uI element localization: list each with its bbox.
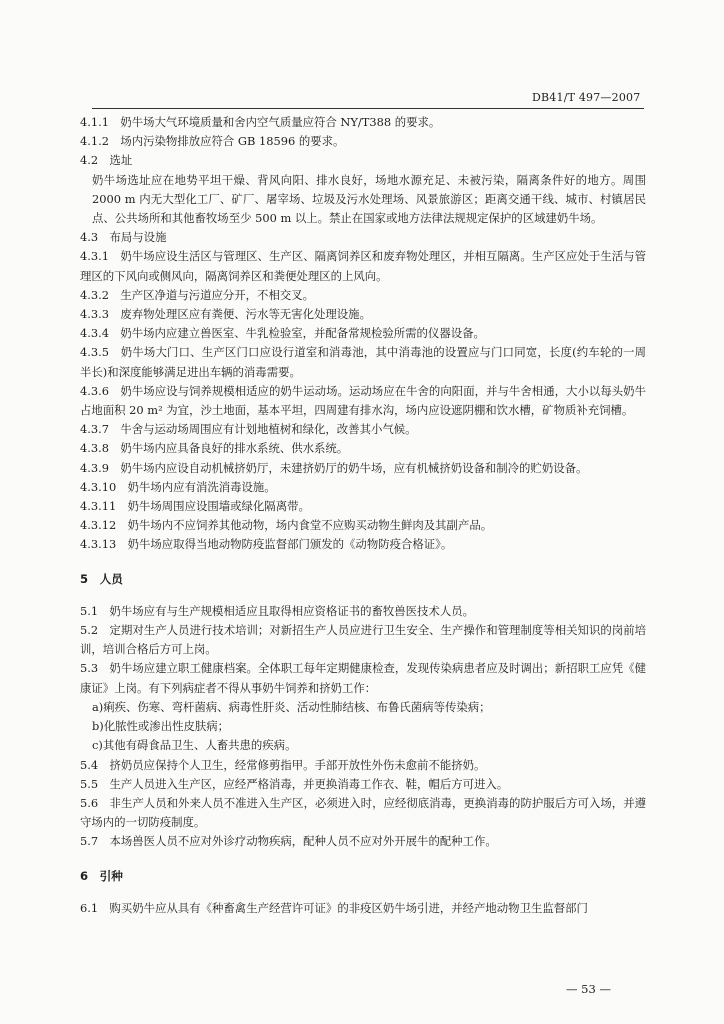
list-item-a: a)痢疾、伤寒、弯杆菌病、病毒性肝炎、活动性肺结核、布鲁氏菌病等传染病； — [92, 699, 491, 714]
clause-4-2-text: 奶牛场选址应在地势平坦干燥、背风向阳、排水良好，场地水源充足、未被污染，隔离条件好的地方。周围 2000 m 内无大型化工厂、矿厂、屠宰场、垃圾及污水处理场、风景旅游区；距离交通干线、城市、村镇居民点、公共场所和其他畜牧场至少 500 m 以上。禁止在国家或地方法律法规规定保护的区域建奶牛场。 — [92, 172, 646, 226]
clause-4-3-heading: 4.3 布局与设施 — [80, 230, 167, 245]
clause-4-3-1: 4.3.1 奶牛场应设生活区与管理区、生产区、隔离饲养区和废弃物处理区，并相互隔离。生产区应处于生活与管理区的下风向或侧风向，隔离饲养区和粪便处理区的上风向。 — [80, 249, 646, 283]
clause-4-2-heading: 4.2 选址 — [80, 153, 133, 168]
clause-5-3: 5.3 奶牛场应建立职工健康档案。全体职工每年定期健康检查，发现传染病患者应及时调出；新招职工应凭《健康证》上岗。有下列病症者不得从事奶牛饲养和挤奶工作： — [80, 661, 646, 695]
clause-4-3-12: 4.3.12 奶牛场内不应饲养其他动物，场内食堂不应购买动物生鲜肉及其副产品。 — [80, 518, 493, 533]
clause-4-3-9: 4.3.9 奶牛场内应设自动机械挤奶厅，未建挤奶厅的奶牛场，应有机械挤奶设备和制冷的贮奶设备。 — [80, 460, 588, 475]
clause-4-1-2: 4.1.2 场内污染物排放应符合 GB 18596 的要求。 — [80, 134, 345, 149]
clause-5-1: 5.1 奶牛场应有与生产规模相适应且取得相应资格证书的畜牧兽医技术人员。 — [80, 603, 475, 618]
clause-4-3-6: 4.3.6 奶牛场应设与饲养规模相适应的奶牛运动场。运动场应在牛舍的向阳面，并与牛舍相通，大小以每头奶牛占地面积 20 m² 为宜，沙土地面，基本平坦，四周建有排水沟，场内应设遮阴棚和饮水槽，矿物质补充饲槽。 — [80, 383, 646, 418]
clause-4-3-2: 4.3.2 生产区净道与污道应分开，不相交叉。 — [80, 287, 315, 302]
document-body — [80, 113, 646, 918]
page-number: — 53 — — [566, 982, 611, 996]
clause-5-6: 5.6 非生产人员和外来人员不准进入生产区，必须进入时，应经彻底消毒，更换消毒的防护服后方可入场，并遵守场内的一切防疫制度。 — [80, 795, 646, 830]
clause-5-7: 5.7 本场兽医人员不应对外诊疗动物疾病，配种人员不应对外开展牛的配种工作。 — [80, 834, 497, 849]
section-5-heading: 5 人员 — [80, 571, 123, 586]
clause-5-4: 5.4 挤奶员应保持个人卫生，经常修剪指甲。手部开放性外伤未愈前不能挤奶。 — [80, 757, 486, 772]
clause-4-3-5: 4.3.5 奶牛场大门口、生产区门口应设行道室和消毒池，其中消毒池的设置应与门口同宽，长度(约车轮的一周半长)和深度能够满足进出车辆的消毒需要。 — [80, 345, 646, 379]
clause-4-3-10: 4.3.10 奶牛场内应有消洗消毒设施。 — [80, 479, 276, 494]
clause-4-3-3: 4.3.3 废弃物处理区应有粪便、污水等无害化处理设施。 — [80, 307, 371, 322]
standard-code-header: DB41/T 497—2007 — [532, 91, 641, 104]
clause-4-3-8: 4.3.8 奶牛场内应具备良好的排水系统、供水系统。 — [80, 441, 349, 456]
clause-4-3-13: 4.3.13 奶牛场应取得当地动物防疫监督部门颁发的《动物防疫合格证》。 — [80, 537, 453, 552]
list-item-c: c)其他有碍食品卫生、人畜共患的疾病。 — [92, 738, 297, 753]
list-item-b: b)化脓性或渗出性皮肤病； — [92, 719, 230, 734]
header-rule — [92, 108, 644, 109]
clause-4-3-7: 4.3.7 牛舍与运动场周围应有计划地植树和绿化，改善其小气候。 — [80, 422, 417, 437]
clause-5-2: 5.2 定期对生产人员进行技术培训；对新招生产人员应进行卫生安全、生产操作和管理制度等相关知识的岗前培训，培训合格后方可上岗。 — [80, 623, 646, 657]
clause-4-1-1: 4.1.1 奶牛场大气环境质量和舍内空气质量应符合 NY/T388 的要求。 — [80, 115, 441, 129]
section-6-heading: 6 引种 — [80, 868, 123, 883]
clause-4-3-11: 4.3.11 奶牛场周围应设围墙或绿化隔离带。 — [80, 499, 310, 514]
clause-6-1: 6.1 购买奶牛应从具有《种畜禽生产经营许可证》的非疫区奶牛场引进，并经产地动物卫生监督部门 — [80, 900, 588, 915]
clause-5-5: 5.5 生产人员进入生产区，应经严格消毒，并更换消毒工作衣、鞋，帽后方可进入。 — [80, 776, 509, 791]
clause-4-3-4: 4.3.4 奶牛场内应建立兽医室、牛乳检验室，并配备常规检验所需的仪器设备。 — [80, 326, 485, 341]
